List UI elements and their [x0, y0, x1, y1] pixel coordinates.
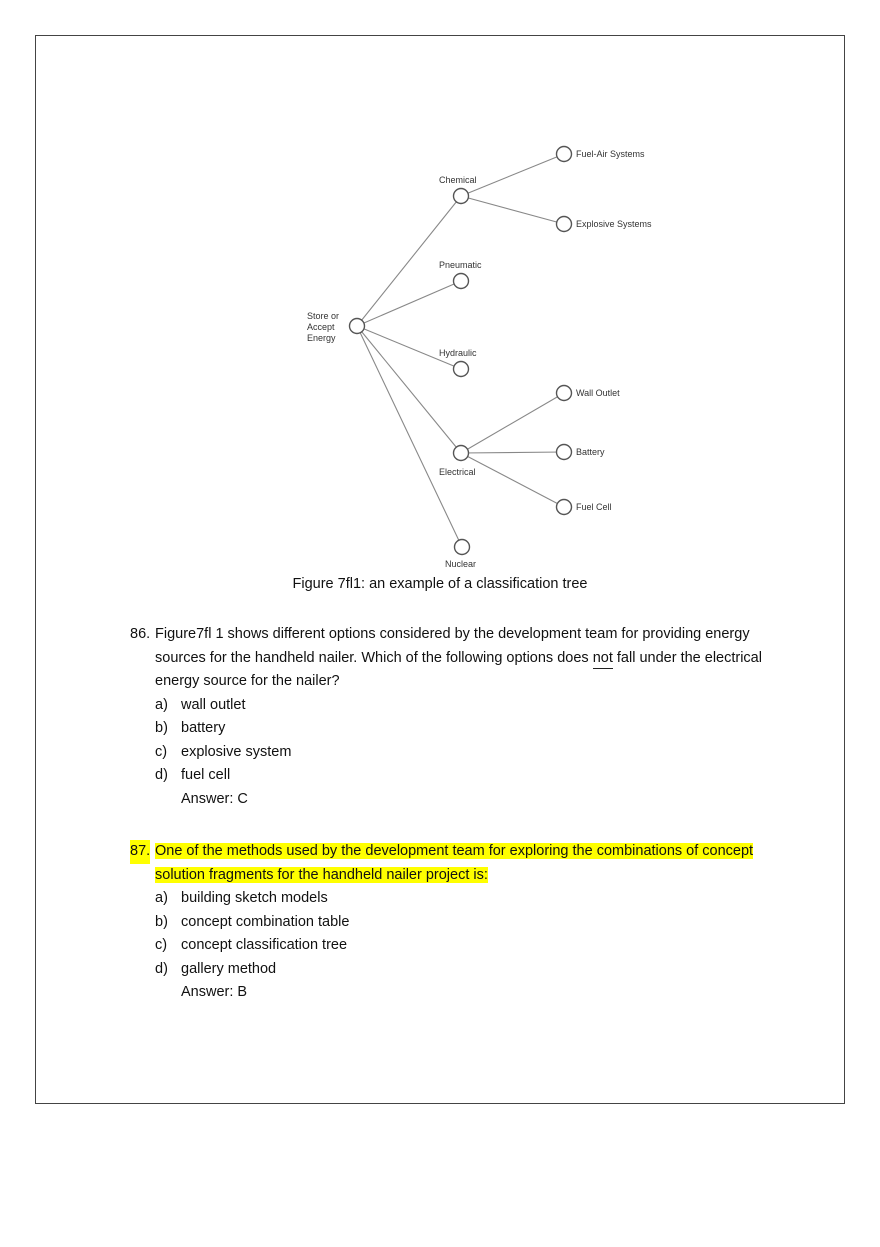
node-fuel-cell [557, 500, 572, 515]
label-root-line1: Store or [307, 311, 340, 321]
edge-root-nuclear [357, 326, 462, 547]
highlighted-question-text: One of the methods used by the development team for exploring the combinations of concept solution fragments for the handheld nailer project is: [155, 843, 754, 883]
node-chemical [454, 189, 469, 204]
question-86-stem [130, 623, 770, 694]
question-text-part1: Figure7fl 1 shows different options considered by the development team for providing energy sources for the handheld nailer. Which of the following options does [155, 626, 750, 666]
node-pneumatic [454, 274, 469, 289]
node-electrical [454, 446, 469, 461]
label-battery: Battery [576, 447, 605, 457]
node-battery [557, 445, 572, 460]
node-root [350, 319, 365, 334]
node-fuel-air [557, 147, 572, 162]
question-text-part2: fall under the electrical energy source for the nailer? [155, 649, 762, 689]
node-explosive [557, 217, 572, 232]
edge-electrical-fuelcell [461, 453, 564, 507]
question-87-stem [130, 840, 770, 887]
question-86 [130, 623, 770, 811]
label-nuclear: Nuclear [445, 559, 477, 569]
edge-electrical-battery [461, 452, 564, 453]
edge-electrical-walloutlet [461, 393, 564, 453]
label-pneumatic: Pneumatic [439, 260, 482, 270]
label-hydraulic: Hydraulic [439, 348, 477, 358]
question-87 [130, 840, 770, 1005]
edge-root-electrical [357, 326, 461, 453]
label-wall-outlet: Wall Outlet [576, 388, 620, 398]
option-d: d) gallery method [155, 960, 277, 977]
node-wall-outlet [557, 386, 572, 401]
underlined-not: not [592, 649, 613, 666]
label-explosive: Explosive Systems [576, 219, 652, 229]
option-c: c) concept classification tree [155, 937, 348, 953]
classification-tree-figure [0, 0, 880, 600]
figure-caption: Figure 7fl1: an example of a classification tree [292, 576, 588, 592]
question-number: 86. [130, 626, 151, 642]
option-b: b) battery [155, 720, 226, 736]
answer-86: Answer: C [181, 790, 248, 807]
answer-87: Answer: B [181, 984, 248, 1000]
edge-root-pneumatic [357, 281, 461, 326]
node-nuclear [455, 540, 470, 555]
label-fuel-cell: Fuel Cell [576, 502, 612, 512]
option-b: b) concept combination table [155, 913, 350, 930]
option-c: c) explosive system [155, 743, 292, 760]
label-root-line2: Accept [307, 322, 335, 332]
label-chemical: Chemical [439, 175, 477, 185]
label-root-line3: Energy [307, 333, 336, 343]
label-electrical: Electrical [439, 467, 476, 477]
option-a: a) wall outlet [155, 696, 246, 713]
node-hydraulic [454, 362, 469, 377]
question-number: 87. [130, 840, 150, 864]
option-a: a) building sketch models [155, 890, 328, 906]
option-d: d) fuel cell [155, 767, 231, 783]
label-fuel-air: Fuel-Air Systems [576, 149, 645, 159]
edge-chemical-explosive [461, 196, 564, 224]
